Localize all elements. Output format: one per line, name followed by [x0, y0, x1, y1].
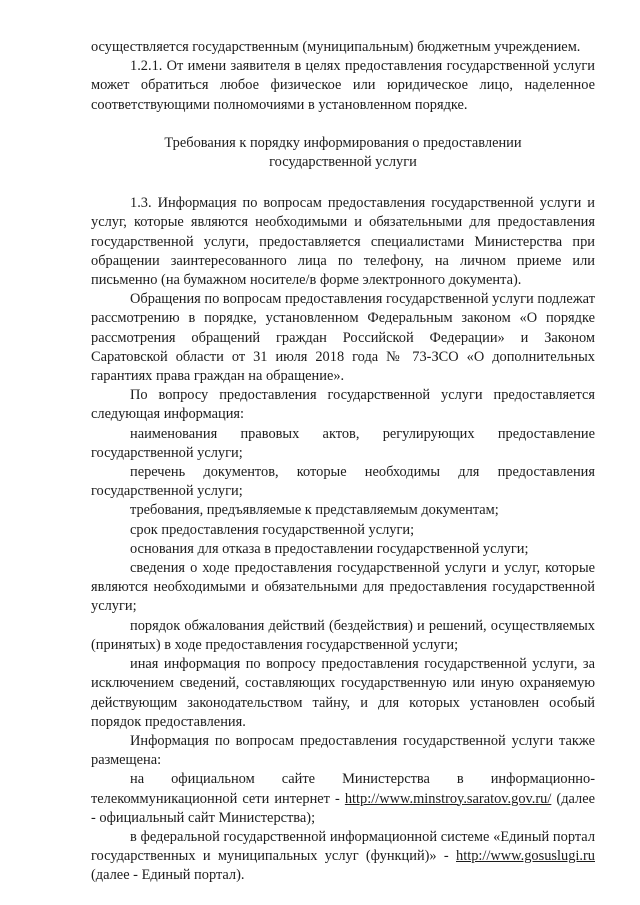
list-item-info: наименования правовых актов, регулирующих предоставление государственной услуги;: [91, 425, 595, 461]
list-item-info: порядок обжалования действий (бездействия) и решений, осуществляемых (принятых) в ходе предоставления государственной услуги;: [91, 617, 595, 653]
unified-portal-link[interactable]: http://www.gosuslugi.ru: [456, 848, 595, 865]
document-body: [91, 38, 595, 886]
unified-portal-suffix: (далее - Единый портал).: [91, 867, 245, 884]
paragraph-posted: Информация по вопросам предоставления государственной услуги также размещена:: [91, 732, 595, 769]
official-site-text: на официальном сайте Министерства в информационно-телекоммуникационной сети интернет -: [91, 771, 595, 807]
official-site-suffix: (далее - официальный сайт Министерства);: [91, 790, 595, 826]
unified-portal-text: в федеральной государственной информационной системе «Единый портал государственных и муниципальных услуг (функций)» -: [91, 828, 595, 865]
paragraph-1-2-1: 1.2.1. От имени заявителя в целях предоставления государственной услуги может обратиться любое физическое или юридическое лицо, наделенное соответствующими полномочиями в установленном порядке.: [91, 58, 595, 113]
paragraph-appeals: Обращения по вопросам предоставления государственной услуги подлежат рассмотрению в порядке, установленном Федеральным законом «О порядке рассмотрения обращений граждан Российской Федерации» и Законом Саратовской области от 31 июля 2018 года № 73-ЗСО «О дополнительных гарантиях права граждан на обращение».: [91, 291, 595, 385]
paragraph-continuation: осуществляется государственным (муниципальным) бюджетным учреждением.: [91, 39, 581, 55]
paragraph-1-3: 1.3. Информация по вопросам предоставления государственной услуги и услуг, которые являются необходимыми и обязательными для предоставления государственной услуги, предоставляется специалистами Министерства при обращении заинтересованного лица по телефону, на личном приеме или письменно (на бумажном носителе/в форме электронного документа).: [91, 195, 595, 289]
list-item-info: срок предоставления государственной услуги;: [130, 521, 415, 538]
paragraph-unified-portal: [91, 828, 595, 886]
official-site-link[interactable]: http://www.minstroy.saratov.gov.ru/: [344, 790, 552, 807]
section-heading: Требования к порядку информирования о предоставлении государственной услуги: [164, 134, 522, 171]
list-item-info: перечень документов, которые необходимы для предоставления государственной услуги;: [91, 464, 595, 500]
paragraph-official-site: [91, 770, 595, 828]
list-item-info: основания для отказа в предоставлении государственной услуги;: [130, 540, 529, 557]
list-item-info: иная информация по вопросу предоставления государственной услуги, за исключением сведений, составляющих государственную или иную охраняемую действующим законодательством тайну, и для которых установлен особый порядок предоставления.: [91, 656, 595, 730]
paragraph-info-intro: По вопросу предоставления государственной услуги предоставляется следующая информация:: [91, 387, 595, 423]
list-item-info: требования, предъявляемые к представляемым документам;: [130, 502, 499, 519]
list-item-info: сведения о ходе предоставления государственной услуги и услуг, которые являются необходимыми и обязательными для предоставления государственной услуги;: [91, 560, 595, 615]
